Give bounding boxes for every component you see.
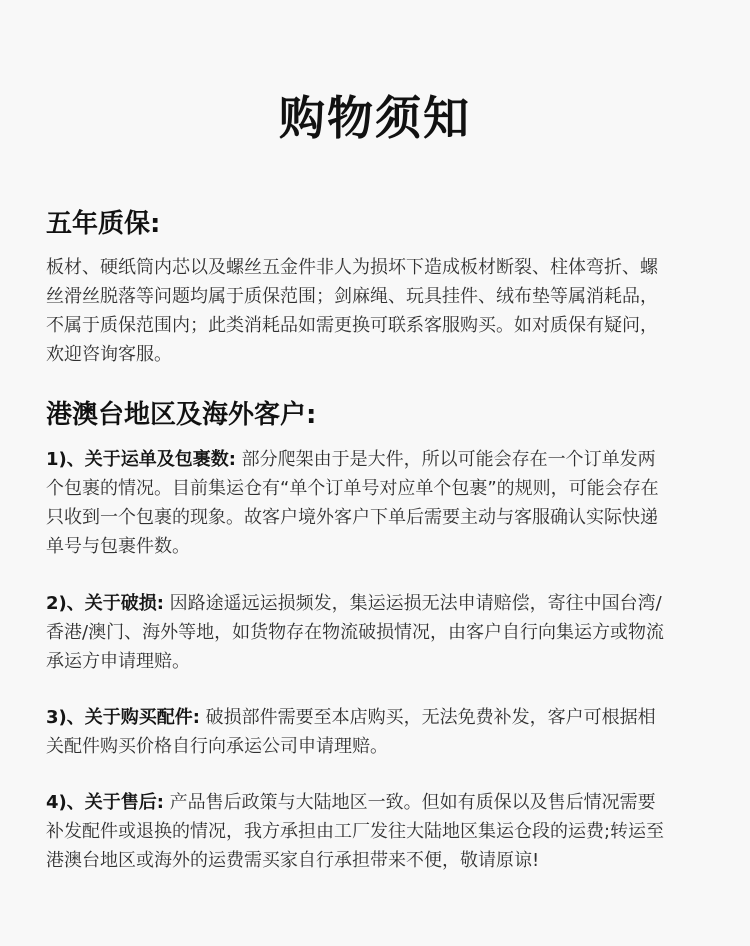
parts-line-2: 关配件购买价格自行向承运公司申请理赔。 (46, 736, 388, 757)
damage-first-text: 因路途遥远运损频发，集运运损无法申请赔偿，寄往中国台湾/ (163, 593, 662, 614)
waybill-item (46, 445, 706, 561)
after-sales-line-3: 港澳台地区或海外的运费需买家自行承担带来不便，敬请原谅! (46, 850, 540, 871)
waybill-line-3: 只收到一个包裹的现象。故客户境外客户下单后需要主动与客服确认实际快递 (46, 507, 658, 528)
after-sales-line-1 (46, 788, 706, 817)
after-sales-label: 4)、关于售后: (46, 792, 164, 813)
waybill-line-2: 个包裹的情况。目前集运仓有“单个订单号对应单个包裹”的规则，可能会存在 (46, 478, 659, 499)
warranty-paragraph (46, 253, 706, 369)
damage-line-2: 香港/澳门、海外等地，如货物存在物流破损情况，由客户自行向集运方或物流 (46, 622, 665, 643)
warranty-line-1: 板材、硬纸筒内芯以及螺丝五金件非人为损坏下造成板材断裂、柱体弯折、螺 (46, 257, 658, 278)
overseas-heading: 港澳台地区及海外客户: (46, 400, 317, 430)
parts-first-text: 破损部件需要至本店购买，无法免费补发，客户可根据相 (199, 707, 656, 728)
after-sales-line-2: 补发配件或退换的情况，我方承担由工厂发往大陆地区集运仓段的运费;转运至 (46, 821, 665, 842)
damage-label: 2)、关于破损: (46, 593, 164, 614)
damage-line-3: 承运方申请理赔。 (46, 651, 190, 672)
waybill-first-text: 部分爬架由于是大件，所以可能会存在一个订单发两 (235, 449, 656, 470)
waybill-line-1 (46, 445, 706, 474)
parts-item (46, 703, 706, 761)
warranty-heading: 五年质保: (46, 209, 161, 239)
damage-line-1 (46, 589, 706, 618)
warranty-line-2: 丝滑丝脱落等问题均属于质保范围；剑麻绳、玩具挂件、绒布垫等属消耗品， (46, 286, 658, 307)
damage-item (46, 589, 706, 676)
page-title: 购物须知 (279, 91, 471, 145)
warranty-line-3: 不属于质保范围内；此类消耗品如需更换可联系客服购买。如对质保有疑问， (46, 315, 658, 336)
waybill-label: 1)、关于运单及包裹数: (46, 449, 236, 470)
parts-line-1 (46, 703, 706, 732)
parts-label: 3)、关于购买配件: (46, 707, 200, 728)
waybill-line-4: 单号与包裹件数。 (46, 536, 190, 557)
warranty-line-4: 欢迎咨询客服。 (46, 344, 172, 365)
after-sales-first-text: 产品售后政策与大陆地区一致。但如有质保以及售后情况需要 (163, 792, 656, 813)
after-sales-item (46, 788, 706, 875)
